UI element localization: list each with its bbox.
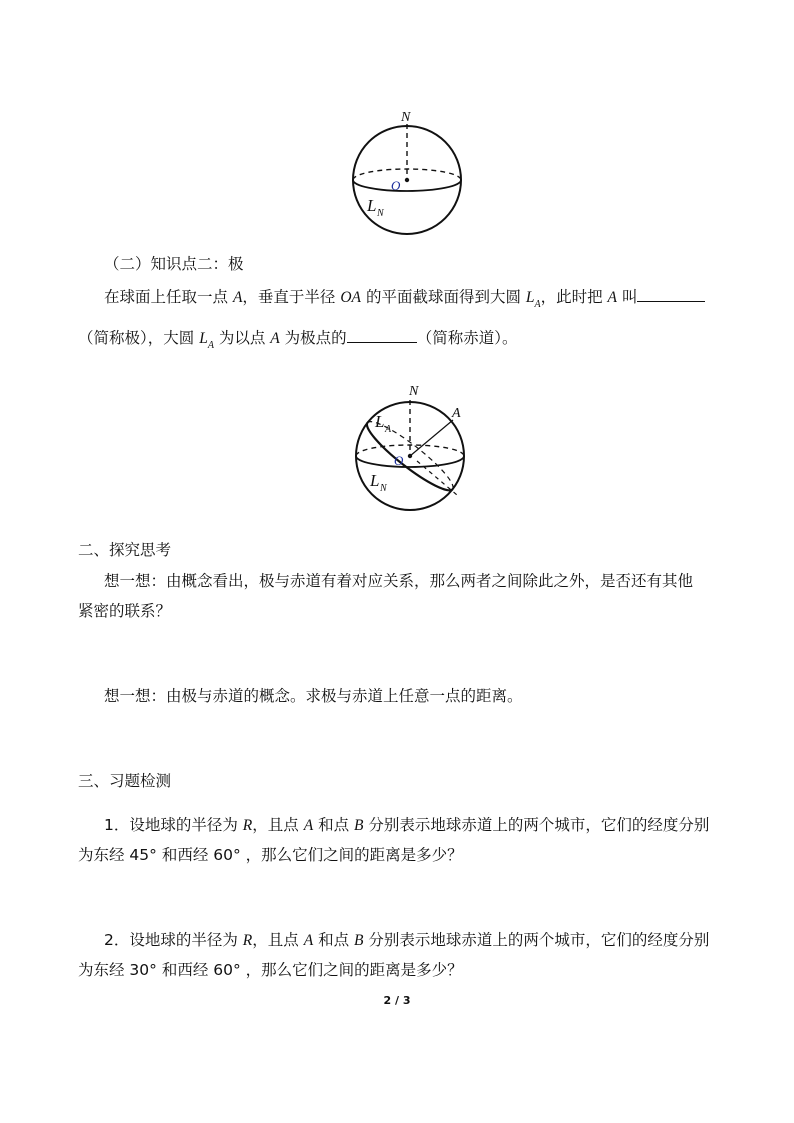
exercise-1-line1: 1．设地球的半径为 R，且点 A 和点 B 分别表示地球赤道上的两个城市，它们的经度分别 (104, 816, 710, 834)
center-point (405, 178, 409, 182)
label-a: A (452, 406, 461, 421)
sphere-figure-1 (340, 100, 470, 240)
answer-blank-2[interactable] (347, 326, 417, 343)
exercise-2-line2: 为东经 30° 和西经 60° ，那么它们之间的距离是多少？ (78, 961, 463, 979)
label-l-sub: N (377, 208, 384, 219)
think-question-1-line2: 紧密的联系？ (78, 602, 172, 620)
section-heading-explore: 二、探究思考 (78, 541, 172, 559)
label-l: L (370, 471, 380, 490)
label-o: O (394, 453, 404, 468)
pole-definition-line1: 在球面上任取一点 A，垂直于半径 OA 的平面截球面得到大圆 $L_A$，此时把 A 叫 (104, 285, 705, 310)
subsection-heading: （二）知识点二：极 (104, 255, 244, 273)
think-question-1-line1: 想一想：由概念看出，极与赤道有着对应关系，那么两者之间除此之外，是否还有其他 (104, 572, 694, 590)
sphere-figure-2 (345, 375, 475, 520)
center-point (408, 454, 412, 458)
label-la: L (375, 412, 385, 431)
label-n: N (409, 384, 419, 399)
label-l-sub: N (380, 483, 387, 494)
label-o: O (391, 178, 401, 193)
label-la-sub: A (385, 424, 392, 435)
page-number: 2 / 3 (383, 994, 411, 1007)
label-n: N (401, 110, 411, 125)
exercise-1-line2: 为东经 45° 和西经 60° ，那么它们之间的距离是多少？ (78, 846, 463, 864)
think-question-2: 想一想：由极与赤道的概念。求极与赤道上任意一点的距离。 (104, 687, 523, 705)
pole-definition-line2: （简称极），大圆 $L_A$ 为以点 A 为极点的 （简称赤道）。 (78, 326, 517, 351)
exercise-2-line1: 2．设地球的半径为 R，且点 A 和点 B 分别表示地球赤道上的两个城市，它们的经度分别 (104, 931, 710, 949)
radius-oa (410, 420, 453, 456)
answer-blank-1[interactable] (637, 285, 705, 302)
section-heading-exercises: 三、习题检测 (78, 772, 172, 790)
label-l: L (367, 196, 377, 215)
